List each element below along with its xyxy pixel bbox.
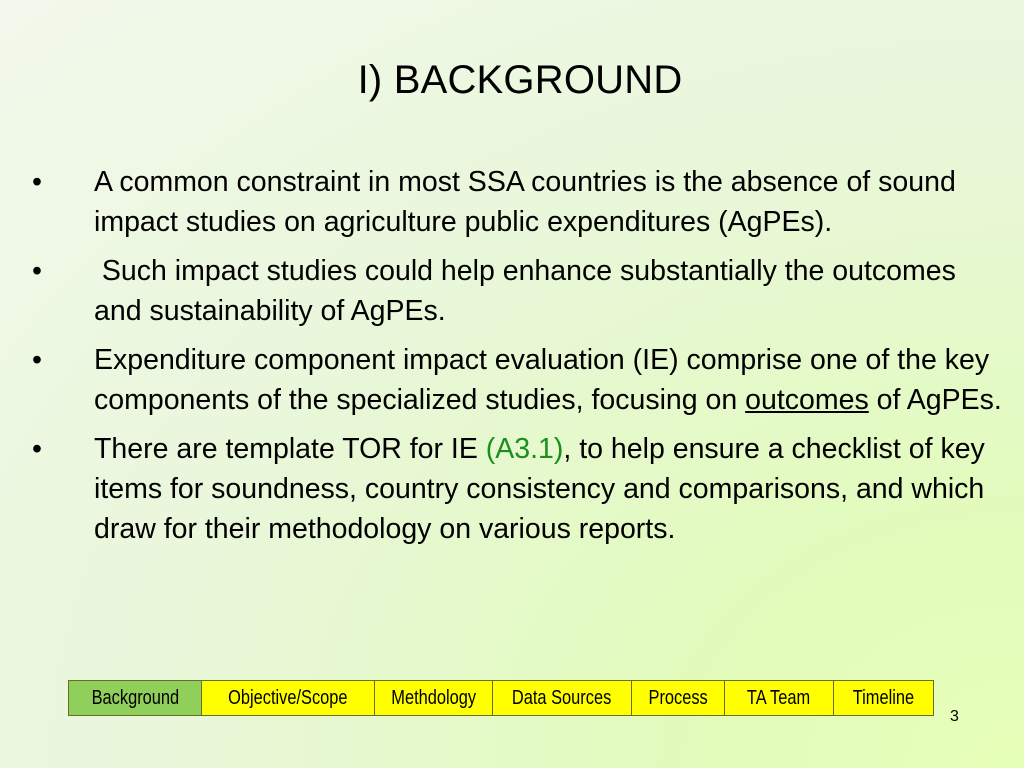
nav-item-timeline[interactable] bbox=[834, 681, 933, 715]
annex-reference: (A3.1) bbox=[485, 433, 564, 465]
bullet-item bbox=[32, 162, 1007, 242]
bullet-symbol: • bbox=[32, 166, 42, 198]
bullet-text: Such impact studies could help enhance substantially the outcomes and sustainability of AgPEs. bbox=[94, 255, 964, 327]
bullet-text-tail: , to help ensure a checklist of key items for soundness, country consistency and comparisons, and which draw for their methodology on various reports. bbox=[94, 433, 985, 545]
nav-item-label: Timeline bbox=[852, 686, 915, 709]
slide-title: I) BACKGROUND bbox=[357, 58, 683, 102]
bullet-symbol: • bbox=[32, 433, 42, 465]
nav-item-objective-scope[interactable] bbox=[202, 681, 375, 715]
nav-item-label: Methdology bbox=[391, 686, 476, 709]
nav-item-label: TA Team bbox=[747, 686, 811, 709]
bullet-text-tail: of AgPEs. bbox=[868, 384, 1002, 416]
nav-item-background[interactable] bbox=[69, 681, 202, 715]
underlined-term: outcomes bbox=[745, 384, 869, 416]
bullet-symbol: • bbox=[32, 255, 42, 287]
nav-item-ta-team[interactable] bbox=[725, 681, 834, 715]
nav-item-process[interactable] bbox=[632, 681, 725, 715]
nav-item-methodology[interactable] bbox=[375, 681, 493, 715]
bullet-list bbox=[32, 162, 1007, 558]
bullet-item bbox=[32, 429, 1007, 549]
bullet-text: There are template TOR for IE bbox=[94, 433, 486, 465]
nav-item-label: Process bbox=[648, 686, 708, 709]
nav-item-label: Objective/Scope bbox=[228, 686, 348, 709]
bullet-symbol: • bbox=[32, 344, 42, 376]
section-navigation-bar bbox=[68, 680, 934, 716]
bullet-text: Expenditure component impact evaluation (IE) comprise one of the key components of the specialized studies, focusing on bbox=[94, 344, 990, 416]
nav-item-label: Data Sources bbox=[512, 686, 612, 709]
page-number: 3 bbox=[950, 708, 959, 725]
bullet-item bbox=[32, 340, 1007, 420]
bullet-item bbox=[32, 251, 1007, 331]
bullet-text: A common constraint in most SSA countries is the absence of sound impact studies on agriculture public expenditures (AgPEs). bbox=[94, 166, 956, 238]
nav-item-label: Background bbox=[91, 686, 179, 709]
nav-item-data-sources[interactable] bbox=[493, 681, 632, 715]
